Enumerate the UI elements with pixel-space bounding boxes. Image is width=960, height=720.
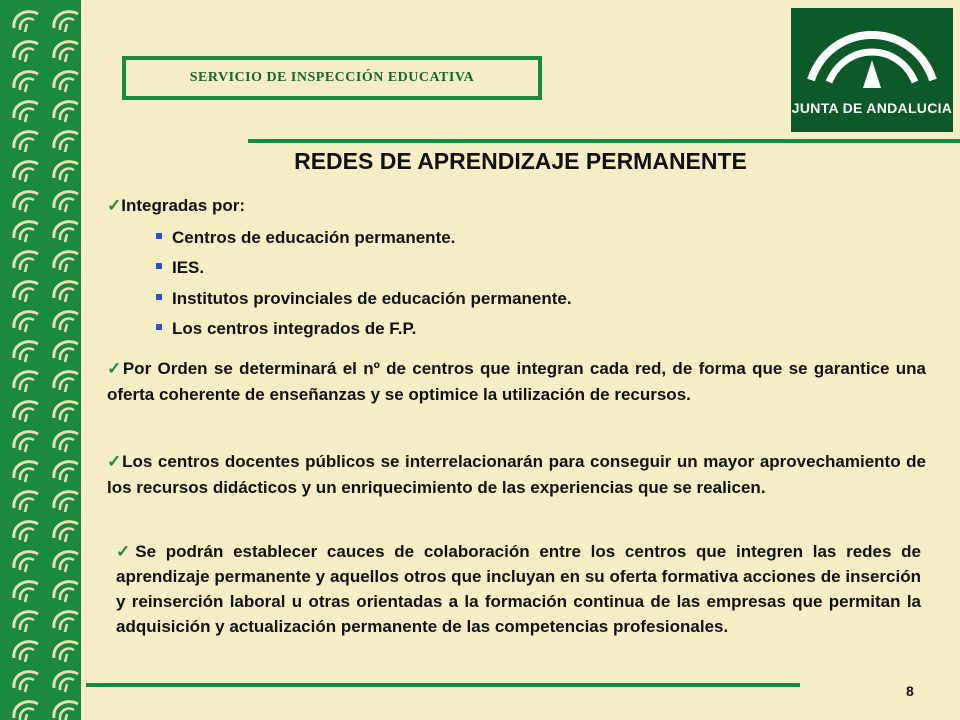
list-item: [156, 258, 204, 278]
page-number: 8: [906, 683, 914, 699]
paragraph-text: Los centros docentes públicos se interrelacionarán para conseguir un mayor aprovechamiento de los recursos didácticos y un enriquecimiento de las experiencias que se realicen.: [107, 452, 927, 497]
square-bullet-icon: [156, 233, 162, 239]
paragraph: [116, 539, 921, 639]
paragraph-text: Se podrán establecer cauces de colaboración entre los centros que integren las redes de aprendizaje permanente y aquellos otros que incluyan en su oferta formativa acciones de inserción y reinserción laboral u otras orientadas a la formación continua de las empresas que permitan la adquisición y actualización permanente de las competencias profesionales.: [116, 542, 922, 636]
title-divider: [248, 139, 960, 143]
square-bullet-icon: [156, 324, 162, 330]
check-icon: ✓: [107, 452, 123, 471]
square-bullet-icon: [156, 263, 162, 269]
logo-text: JUNTA DE ANDALUCIA: [791, 100, 953, 116]
decorative-sidebar: [0, 0, 81, 720]
service-banner: [122, 56, 542, 100]
junta-andalucia-logo: [791, 8, 953, 132]
list-item-text: Los centros integrados de F.P.: [172, 319, 417, 338]
check-icon: ✓: [107, 359, 123, 378]
service-label: SERVICIO DE INSPECCIÓN EDUCATIVA: [189, 70, 475, 85]
check-icon: ✓: [116, 542, 136, 561]
list-item-text: Centros de educación permanente.: [172, 228, 456, 247]
leaf-pattern-icon: [0, 0, 81, 720]
paragraph-text: Por Orden se determinará el nº de centros que integran cada red, de forma que se garantice una oferta coherente de enseñanzas y se optimice la utilización de recursos.: [107, 359, 926, 404]
intro-item: [107, 196, 245, 216]
check-icon: ✓: [107, 196, 122, 215]
list-item: [156, 228, 455, 248]
paragraph: [107, 449, 926, 501]
paragraph: [107, 356, 926, 408]
footer-divider: [86, 683, 800, 687]
intro-text: Integradas por:: [121, 196, 245, 215]
list-item-text: IES.: [172, 258, 205, 277]
list-item: [156, 319, 416, 339]
square-bullet-icon: [156, 294, 162, 300]
page-title: REDES DE APRENDIZAJE PERMANENTE: [294, 148, 747, 174]
list-item: [156, 289, 572, 309]
list-item-text: Institutos provinciales de educación permanente.: [172, 289, 572, 308]
